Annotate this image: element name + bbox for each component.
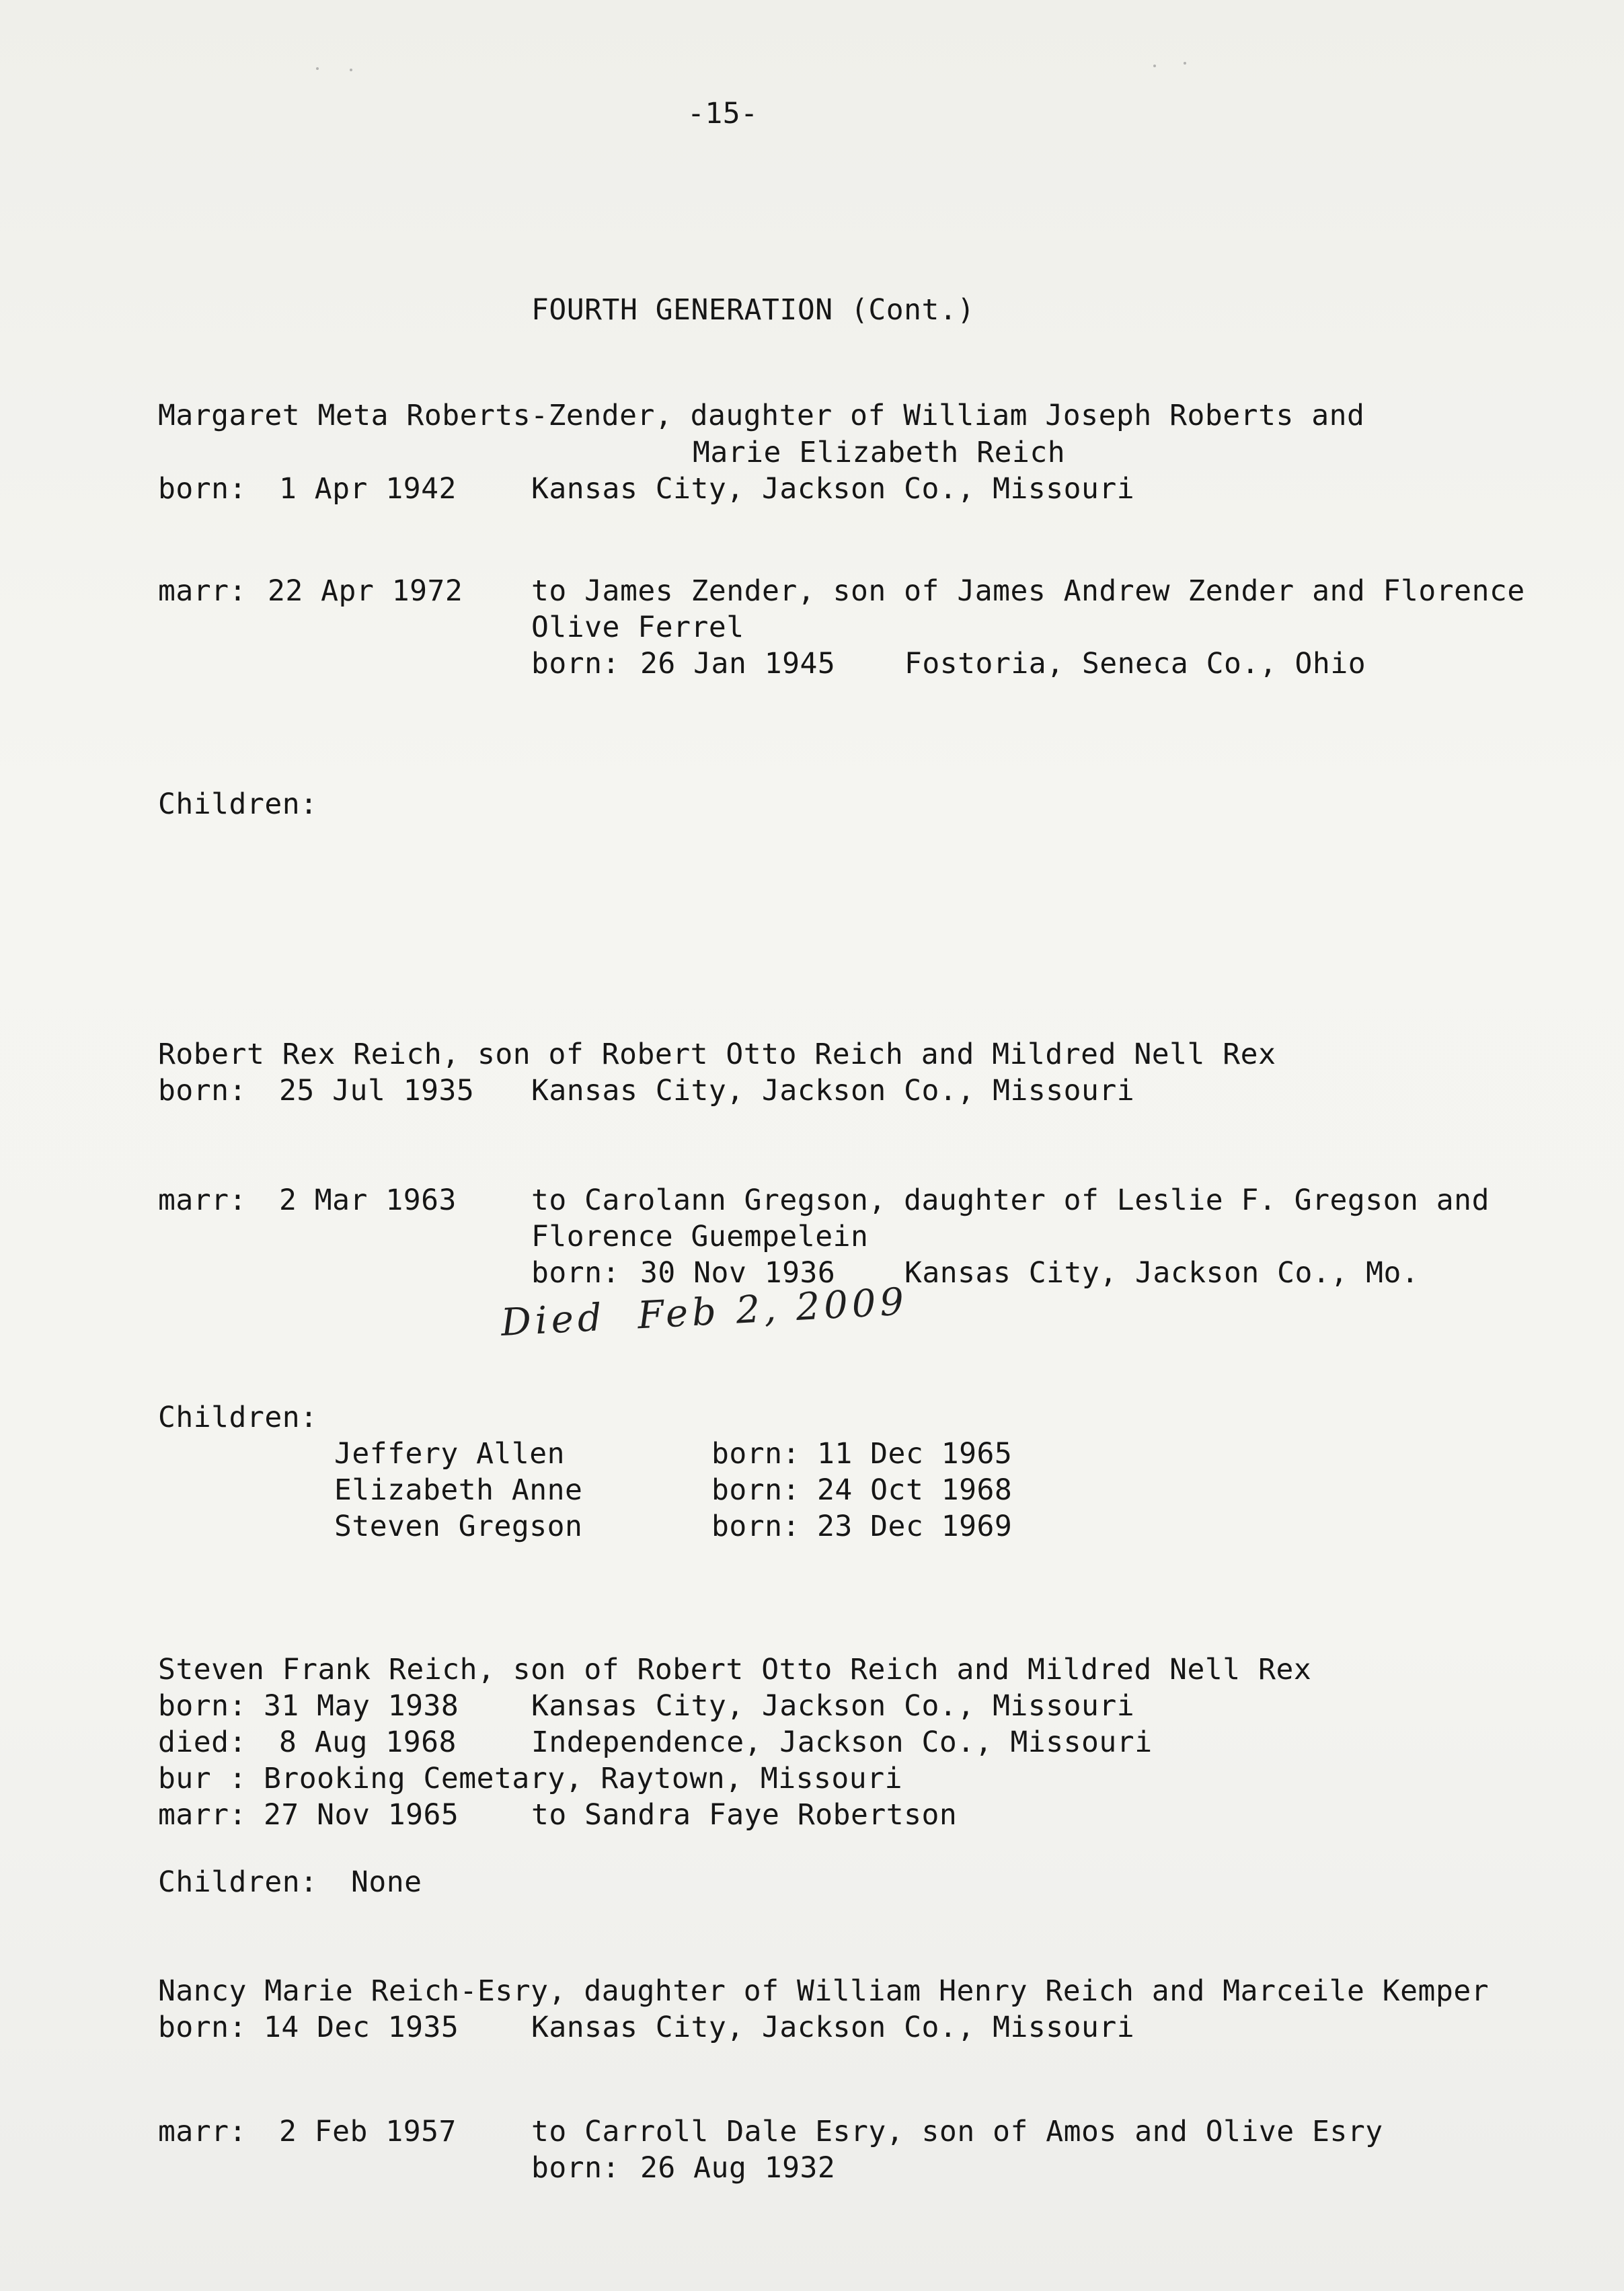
- spouse-born-place: Kansas City, Jackson Co., Mo.: [904, 1256, 1420, 1290]
- child-born-label: born:: [711, 1510, 800, 1543]
- born-place: Kansas City, Jackson Co., Missouri: [531, 1074, 1135, 1108]
- born-label: born:: [158, 2011, 247, 2044]
- entry-heading-cont: Marie Elizabeth Reich: [693, 436, 1066, 469]
- marr-spouse-cont: Olive Ferrel: [531, 611, 744, 644]
- marr-label: marr:: [158, 1798, 247, 1832]
- child-born-label: born:: [711, 1437, 800, 1471]
- born-place: Kansas City, Jackson Co., Missouri: [531, 2011, 1135, 2044]
- handwritten-death-note: Died Feb 2, 2009: [500, 1280, 909, 1345]
- born-label: born:: [158, 1074, 247, 1108]
- born-date: 31 May 1938: [264, 1689, 459, 1723]
- marr-label: marr:: [158, 1183, 247, 1217]
- paper-speck: [316, 67, 319, 70]
- children-label: Children:: [158, 1865, 318, 1899]
- marr-spouse: to Sandra Faye Robertson: [531, 1798, 958, 1832]
- bur-label: bur :: [158, 1762, 247, 1795]
- spouse-born-label: born:: [531, 1256, 620, 1290]
- paper-speck: [1184, 62, 1186, 65]
- spouse-born-place: Fostoria, Seneca Co., Ohio: [904, 647, 1366, 681]
- spouse-born-date: 26 Aug 1932: [640, 2151, 836, 2185]
- child-name: Steven Gregson: [334, 1510, 583, 1543]
- paper-speck: [350, 69, 352, 71]
- marr-date: 2 Mar 1963: [279, 1183, 457, 1217]
- child-name: Elizabeth Anne: [334, 1473, 583, 1507]
- marr-date: 2 Feb 1957: [279, 2115, 457, 2148]
- born-label: born:: [158, 1689, 247, 1723]
- died-place: Independence, Jackson Co., Missouri: [531, 1725, 1153, 1759]
- section-heading: FOURTH GENERATION (Cont.): [531, 293, 975, 327]
- children-label: Children:: [158, 787, 318, 821]
- child-born-date: 24 Oct 1968: [817, 1473, 1013, 1507]
- entry-heading: Nancy Marie Reich-Esry, daughter of William Henry Reich and Marceile Kemper: [158, 1974, 1490, 2008]
- marr-date: 22 Apr 1972: [268, 574, 463, 608]
- spouse-born-label: born:: [531, 647, 620, 681]
- marr-label: marr:: [158, 574, 247, 608]
- children-label: Children:: [158, 1401, 318, 1434]
- spouse-born-date: 26 Jan 1945: [640, 647, 836, 681]
- born-date: 14 Dec 1935: [264, 2011, 459, 2044]
- child-born-date: 11 Dec 1965: [817, 1437, 1013, 1471]
- entry-heading: Robert Rex Reich, son of Robert Otto Reich and Mildred Nell Rex: [158, 1038, 1276, 1071]
- marr-spouse: to Carroll Dale Esry, son of Amos and Olive Esry: [531, 2115, 1383, 2148]
- marr-spouse-cont: Florence Guempelein: [531, 1220, 869, 1253]
- marr-date: 27 Nov 1965: [264, 1798, 459, 1832]
- page-number: -15-: [687, 97, 759, 130]
- born-place: Kansas City, Jackson Co., Missouri: [531, 1689, 1135, 1723]
- spouse-born-label: born:: [531, 2151, 620, 2185]
- entry-heading: Steven Frank Reich, son of Robert Otto Reich and Mildred Nell Rex: [158, 1653, 1312, 1686]
- paper-speck: [1153, 65, 1156, 67]
- marr-spouse: to Carolann Gregson, daughter of Leslie F. Gregson and: [531, 1183, 1490, 1217]
- child-born-date: 23 Dec 1969: [817, 1510, 1013, 1543]
- child-name: Jeffery Allen: [334, 1437, 566, 1471]
- born-date: 25 Jul 1935: [279, 1074, 475, 1108]
- child-born-label: born:: [711, 1473, 800, 1507]
- marr-spouse: to James Zender, son of James Andrew Zender and Florence: [531, 574, 1525, 608]
- marr-label: marr:: [158, 2115, 247, 2148]
- died-date: 8 Aug 1968: [279, 1725, 457, 1759]
- born-place: Kansas City, Jackson Co., Missouri: [531, 472, 1135, 506]
- born-label: born:: [158, 472, 247, 506]
- entry-heading: Margaret Meta Roberts-Zender, daughter of William Joseph Roberts and: [158, 399, 1365, 432]
- children-value: None: [351, 1865, 422, 1899]
- bur-place: Brooking Cemetary, Raytown, Missouri: [264, 1762, 902, 1795]
- spouse-born-date: 30 Nov 1936: [640, 1256, 836, 1290]
- died-label: died:: [158, 1725, 247, 1759]
- born-date: 1 Apr 1942: [279, 472, 457, 506]
